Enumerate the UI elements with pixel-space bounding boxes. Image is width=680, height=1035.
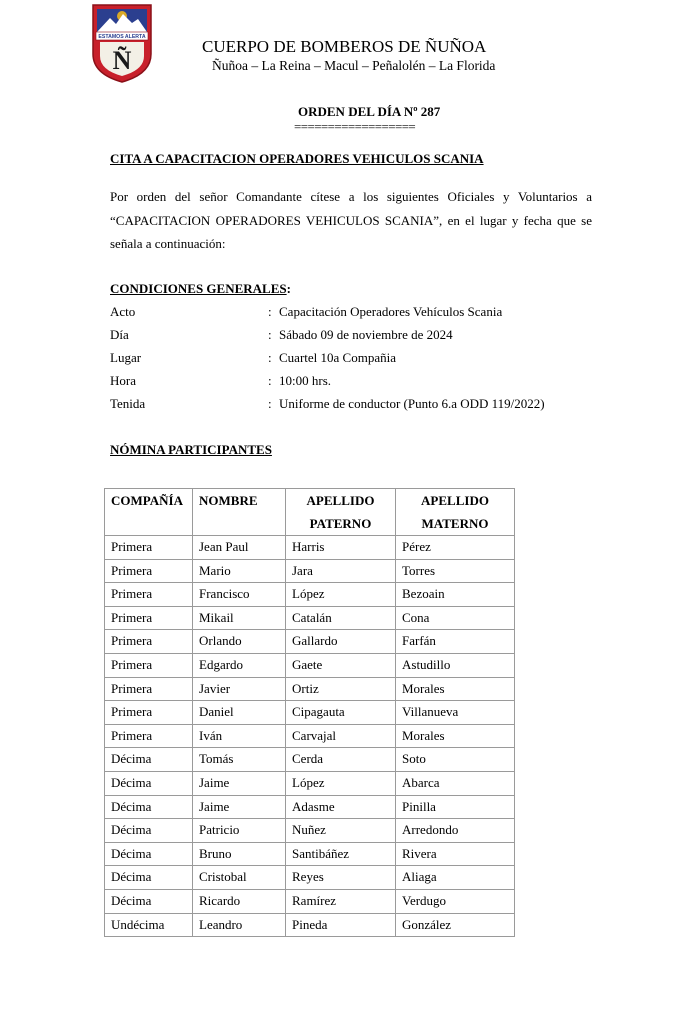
logo-letter: Ñ: [112, 46, 132, 75]
cell-nombre: Iván: [193, 724, 286, 748]
cell-nombre: Cristobal: [193, 866, 286, 890]
cell-nombre: Patricio: [193, 819, 286, 843]
table-row: [105, 842, 515, 866]
cell-nombre: Javier: [193, 677, 286, 701]
condition-value: Uniforme de conductor (Punto 6.a ODD 119/2022): [279, 396, 545, 411]
participants-table: [104, 488, 515, 937]
cell-apellido-paterno: Catalán: [286, 606, 396, 630]
order-title: ORDEN DEL DÍA Nº 287: [298, 104, 441, 119]
cell-apellido-materno: Torres: [396, 559, 515, 583]
conditions-heading-colon: :: [286, 281, 291, 296]
table-row: [105, 677, 515, 701]
header-line: MATERNO: [421, 516, 489, 531]
cell-apellido-paterno: Cipagauta: [286, 701, 396, 725]
condition-value: Sábado 09 de noviembre de 2024: [279, 327, 453, 342]
cell-apellido-materno: Bezoain: [396, 583, 515, 607]
intro-paragraph: [110, 185, 592, 256]
table-row: [105, 536, 515, 560]
cell-compania: Primera: [105, 630, 193, 654]
cell-nombre: Daniel: [193, 701, 286, 725]
cell-nombre: Jean Paul: [193, 536, 286, 560]
participants-table-body: [105, 536, 515, 937]
logo-motto: ESTAMOS ALERTA: [98, 34, 146, 41]
intro-line: señala a continuación:: [110, 236, 226, 251]
cell-apellido-materno: Morales: [396, 677, 515, 701]
cell-nombre: Mikail: [193, 606, 286, 630]
cell-apellido-paterno: Ramírez: [286, 889, 396, 913]
cell-apellido-materno: Astudillo: [396, 653, 515, 677]
cell-nombre: Jaime: [193, 795, 286, 819]
cell-nombre: Jaime: [193, 771, 286, 795]
header-line: PATERNO: [309, 516, 372, 531]
organization-name: CUERPO DE BOMBEROS DE ÑUÑOA: [202, 37, 487, 56]
cell-nombre: Leandro: [193, 913, 286, 937]
cell-apellido-materno: Arredondo: [396, 819, 515, 843]
condition-key: Lugar: [110, 350, 142, 365]
cell-apellido-materno: Aliaga: [396, 866, 515, 890]
table-row: [105, 771, 515, 795]
cell-apellido-materno: Rivera: [396, 842, 515, 866]
table-row: [105, 819, 515, 843]
cell-compania: Primera: [105, 536, 193, 560]
condition-key: Acto: [110, 304, 136, 319]
condition-key: Día: [110, 327, 129, 342]
cell-apellido-materno: González: [396, 913, 515, 937]
condition-separator: :: [268, 327, 272, 342]
cell-apellido-materno: Soto: [396, 748, 515, 772]
cell-apellido-paterno: Adasme: [286, 795, 396, 819]
cell-nombre: Ricardo: [193, 889, 286, 913]
conditions-heading-text: CONDICIONES GENERALES: [110, 281, 287, 296]
cell-compania: Décima: [105, 866, 193, 890]
cell-compania: Décima: [105, 795, 193, 819]
cell-apellido-materno: Farfán: [396, 630, 515, 654]
condition-value: 10:00 hrs.: [279, 373, 331, 388]
condition-key: Tenida: [110, 396, 146, 411]
cell-apellido-paterno: Nuñez: [286, 819, 396, 843]
cell-apellido-paterno: López: [286, 771, 396, 795]
table-row: [105, 889, 515, 913]
cell-apellido-paterno: Gallardo: [286, 630, 396, 654]
column-header-nombre: NOMBRE: [193, 489, 286, 536]
cell-compania: Primera: [105, 559, 193, 583]
column-header-compania: COMPAÑÍA: [105, 489, 193, 536]
cell-compania: Primera: [105, 701, 193, 725]
cell-apellido-paterno: Gaete: [286, 653, 396, 677]
cell-compania: Décima: [105, 819, 193, 843]
fire-department-shield-logo: [90, 2, 154, 84]
cell-apellido-paterno: Jara: [286, 559, 396, 583]
table-row: [105, 724, 515, 748]
header-line: APELLIDO: [421, 493, 489, 508]
table-row: [105, 559, 515, 583]
cell-apellido-paterno: Carvajal: [286, 724, 396, 748]
cell-apellido-materno: Verdugo: [396, 889, 515, 913]
condition-value: Capacitación Operadores Vehículos Scania: [279, 304, 503, 319]
nomina-heading: NÓMINA PARTICIPANTES: [110, 442, 272, 457]
condition-key: Hora: [110, 373, 136, 388]
cell-apellido-materno: Villanueva: [396, 701, 515, 725]
table-row: [105, 606, 515, 630]
cell-compania: Primera: [105, 677, 193, 701]
cell-apellido-materno: Pérez: [396, 536, 515, 560]
table-row: [105, 748, 515, 772]
order-title-rule: ==================: [294, 119, 416, 134]
cell-nombre: Mario: [193, 559, 286, 583]
cell-nombre: Tomás: [193, 748, 286, 772]
cell-nombre: Francisco: [193, 583, 286, 607]
cell-compania: Décima: [105, 842, 193, 866]
cell-apellido-paterno: López: [286, 583, 396, 607]
header-line: APELLIDO: [306, 493, 375, 508]
cell-compania: Primera: [105, 606, 193, 630]
cell-apellido-paterno: Cerda: [286, 748, 396, 772]
condition-separator: :: [268, 304, 272, 319]
cita-heading: CITA A CAPACITACION OPERADORES VEHICULOS SCANIA: [110, 151, 484, 166]
organization-communes: Ñuñoa – La Reina – Macul – Peñalolén – La Florida: [212, 58, 496, 73]
condition-separator: :: [268, 373, 272, 388]
cell-apellido-materno: Pinilla: [396, 795, 515, 819]
table-row: [105, 866, 515, 890]
condition-separator: :: [268, 350, 272, 365]
table-row: [105, 795, 515, 819]
conditions-heading: [110, 281, 291, 297]
cell-apellido-paterno: Reyes: [286, 866, 396, 890]
table-row: [105, 701, 515, 725]
cell-compania: Décima: [105, 771, 193, 795]
table-header-row: [105, 489, 515, 536]
cell-compania: Primera: [105, 653, 193, 677]
table-row: [105, 583, 515, 607]
cell-compania: Décima: [105, 889, 193, 913]
cell-apellido-materno: Morales: [396, 724, 515, 748]
cell-apellido-paterno: Harris: [286, 536, 396, 560]
table-row: [105, 653, 515, 677]
cell-nombre: Bruno: [193, 842, 286, 866]
condition-value: Cuartel 10a Compañia: [279, 350, 396, 365]
column-header-apellido-paterno: [286, 489, 396, 536]
column-header-apellido-materno: [396, 489, 515, 536]
cell-apellido-materno: Cona: [396, 606, 515, 630]
intro-line: “CAPACITACION OPERADORES VEHICULOS SCANIA”, en el lugar y fecha que se: [110, 212, 592, 228]
cell-nombre: Orlando: [193, 630, 286, 654]
cell-compania: Primera: [105, 583, 193, 607]
cell-apellido-paterno: Santibáñez: [286, 842, 396, 866]
table-row: [105, 630, 515, 654]
cell-apellido-paterno: Pineda: [286, 913, 396, 937]
cell-nombre: Edgardo: [193, 653, 286, 677]
cell-apellido-materno: Abarca: [396, 771, 515, 795]
cell-compania: Décima: [105, 748, 193, 772]
table-row: [105, 913, 515, 937]
cell-compania: Primera: [105, 724, 193, 748]
condition-separator: :: [268, 396, 272, 411]
cell-apellido-paterno: Ortiz: [286, 677, 396, 701]
intro-line: Por orden del señor Comandante cítese a los siguientes Oficiales y Voluntarios a: [110, 189, 592, 204]
cell-compania: Undécima: [105, 913, 193, 937]
